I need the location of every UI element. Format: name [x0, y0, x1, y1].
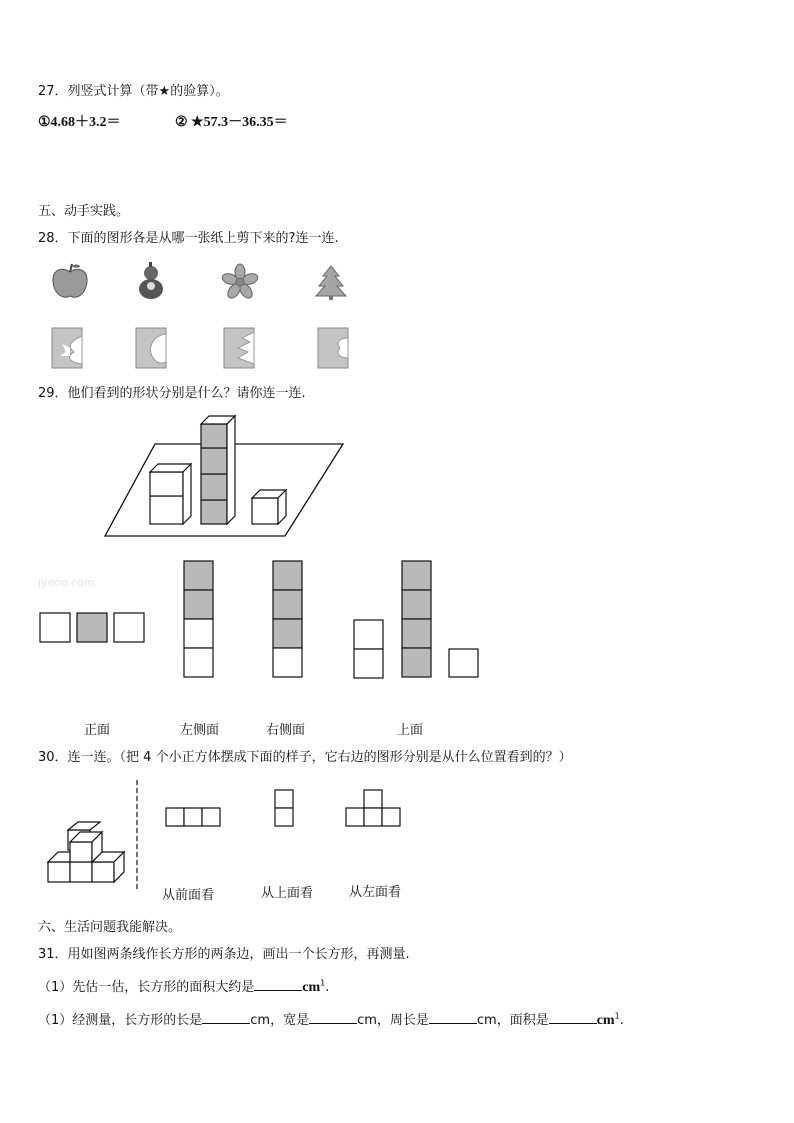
q27-item1: ①4.68＋3.2＝	[38, 115, 121, 130]
q31-line2-u3: cm，面积是	[476, 1013, 549, 1028]
q31-line1-prefix: （1）先估一估，长方形的面积大约是	[38, 980, 255, 995]
q31-area-blank[interactable]	[549, 1011, 597, 1024]
q31-line1-sup: 1	[320, 978, 326, 988]
q30-label-front: 从前面看	[162, 888, 215, 903]
view-options-figure	[38, 560, 483, 680]
flower-icon	[221, 264, 259, 300]
paper-cutout-bite	[318, 328, 348, 368]
q31-line2-sup: 1	[614, 1011, 620, 1021]
q29-title: 29．他们看到的形状分别是什么？请你连一连.	[38, 386, 306, 401]
section6-heading: 六、生活问题我能解决。	[38, 920, 182, 935]
paper-cutout-leaf	[52, 328, 82, 368]
q31-perimeter-blank[interactable]	[429, 1011, 477, 1024]
q31-line1-unit: cm	[302, 980, 321, 995]
q31-line2-prefix: （1）经测量，长方形的长是	[38, 1013, 203, 1028]
watermark: jyeoo.com	[38, 576, 95, 589]
q28-title: 28．下面的图形各是从哪一张纸上剪下来的?连一连.	[38, 231, 339, 246]
q31-width-blank[interactable]	[309, 1011, 357, 1024]
apple-icon	[50, 262, 90, 302]
view-label-front: 正面	[84, 723, 111, 738]
q31-line2-u1: cm，宽是	[250, 1013, 310, 1028]
q30-label-left: 从左面看	[349, 885, 402, 900]
q27-title: 27．列竖式计算（带★的验算）。	[38, 84, 229, 99]
q31-area-estimate-blank[interactable]	[254, 978, 302, 991]
cube-arrangement-figure	[100, 412, 350, 540]
gourd-icon	[133, 262, 169, 302]
paper-cutout-zigzag	[224, 328, 254, 368]
q31-line2-u2: cm，周长是	[357, 1013, 429, 1028]
view-label-right: 右侧面	[266, 723, 306, 738]
section5-heading: 五、动手实践。	[38, 204, 130, 219]
view-label-top: 上面	[397, 723, 424, 738]
q30-label-top: 从上面看	[261, 886, 314, 901]
q30-title: 30．连一连。（把 4 个小正方体摆成下面的样子，它右边的图形分别是从什么位置看到的？）	[38, 750, 572, 765]
paper-cutout-moon	[136, 328, 166, 368]
q31-title: 31．用如图两条线作长方形的两条边，画出一个长方形，再测量.	[38, 947, 410, 962]
q31-line2-unit: cm	[596, 1013, 615, 1028]
q31-line2-end: .	[619, 1013, 624, 1028]
q31-line1-end: .	[325, 980, 330, 995]
q27-item2: ② ★57.3－36.35＝	[175, 115, 288, 130]
q31-length-blank[interactable]	[202, 1011, 250, 1024]
q31-line1	[38, 978, 329, 995]
tree-icon	[313, 264, 349, 300]
q31-line2	[38, 1011, 624, 1028]
view-label-left: 左侧面	[180, 723, 220, 738]
